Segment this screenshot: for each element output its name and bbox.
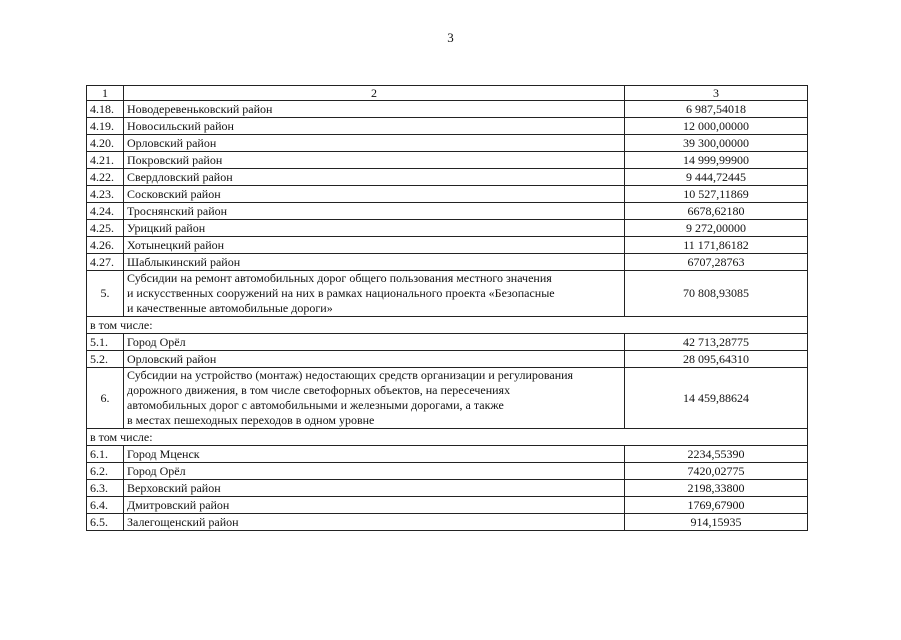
section-6-value: 14 459,88624 [625, 368, 808, 429]
row-value: 14 999,99900 [625, 152, 808, 169]
table-row [87, 237, 808, 254]
table-header-row [87, 86, 808, 101]
row-value: 6678,62180 [625, 203, 808, 220]
row-number: 6.2. [87, 463, 124, 480]
section-5-value: 70 808,93085 [625, 271, 808, 317]
row-name: Дмитровский район [124, 497, 625, 514]
row-number: 4.22. [87, 169, 124, 186]
row-number: 5.2. [87, 351, 124, 368]
table-row [87, 169, 808, 186]
table-row [87, 497, 808, 514]
row-name: Троснянский район [124, 203, 625, 220]
section-6-row [87, 368, 808, 429]
row-name: Хотынецкий район [124, 237, 625, 254]
section-6-subheader-row [87, 429, 808, 446]
row-name: Орловский район [124, 135, 625, 152]
row-number: 6.4. [87, 497, 124, 514]
row-name: Залегощенский район [124, 514, 625, 531]
section-6-number: 6. [87, 368, 124, 429]
table-row [87, 446, 808, 463]
column-header-3: 3 [625, 86, 808, 101]
row-value: 7420,02775 [625, 463, 808, 480]
row-name: Покровский район [124, 152, 625, 169]
row-name: Новосильский район [124, 118, 625, 135]
row-name: Новодеревеньковский район [124, 101, 625, 118]
row-value: 9 272,00000 [625, 220, 808, 237]
row-number: 4.25. [87, 220, 124, 237]
section-6-subheader: в том числе: [87, 429, 808, 446]
row-name: Свердловский район [124, 169, 625, 186]
row-value: 11 171,86182 [625, 237, 808, 254]
column-header-1: 1 [87, 86, 124, 101]
table-row [87, 514, 808, 531]
row-name: Город Орёл [124, 463, 625, 480]
row-value: 28 095,64310 [625, 351, 808, 368]
row-number: 6.3. [87, 480, 124, 497]
row-value: 12 000,00000 [625, 118, 808, 135]
section-5-row [87, 271, 808, 317]
section-6-line: Субсидии на устройство (монтаж) недостающих средств организации и регулирования [127, 368, 574, 382]
section-5-line: и качественные автомобильные дороги» [127, 301, 333, 315]
row-number: 6.5. [87, 514, 124, 531]
section-5-description [124, 271, 625, 317]
table-row [87, 118, 808, 135]
section-6-line: в местах пешеходных переходов в одном уровне [127, 413, 375, 427]
row-number: 4.27. [87, 254, 124, 271]
row-number: 4.21. [87, 152, 124, 169]
row-name: Верховский район [124, 480, 625, 497]
row-number: 4.19. [87, 118, 124, 135]
row-name: Шаблыкинский район [124, 254, 625, 271]
table-row [87, 254, 808, 271]
table-row [87, 186, 808, 203]
page-number: 3 [447, 30, 454, 45]
row-value: 10 527,11869 [625, 186, 808, 203]
table-row [87, 135, 808, 152]
table-row [87, 220, 808, 237]
row-value: 6 987,54018 [625, 101, 808, 118]
table-row [87, 101, 808, 118]
section-5-line: Субсидии на ремонт автомобильных дорог общего пользования местного значения [127, 271, 552, 285]
table-row [87, 203, 808, 220]
row-number: 6.1. [87, 446, 124, 463]
section-5-subheader: в том числе: [87, 317, 808, 334]
row-name: Урицкий район [124, 220, 625, 237]
table-row [87, 463, 808, 480]
row-value: 2234,55390 [625, 446, 808, 463]
row-value: 914,15935 [625, 514, 808, 531]
section-5-number: 5. [87, 271, 124, 317]
section-6-line: автомобильных дорог с автомобильными и железными дорогами, а также [127, 398, 504, 412]
column-header-2: 2 [124, 86, 625, 101]
row-name: Город Мценск [124, 446, 625, 463]
row-value: 6707,28763 [625, 254, 808, 271]
row-number: 4.26. [87, 237, 124, 254]
table-row [87, 480, 808, 497]
row-number: 4.18. [87, 101, 124, 118]
section-5-subheader-row [87, 317, 808, 334]
table-row [87, 334, 808, 351]
row-name: Орловский район [124, 351, 625, 368]
table-row [87, 351, 808, 368]
section-6-description [124, 368, 625, 429]
row-value: 42 713,28775 [625, 334, 808, 351]
section-6-line: дорожного движения, в том числе светофорных объектов, на пересечениях [127, 383, 511, 397]
row-number: 4.23. [87, 186, 124, 203]
row-value: 39 300,00000 [625, 135, 808, 152]
row-name: Сосковский район [124, 186, 625, 203]
row-name: Город Орёл [124, 334, 625, 351]
row-value: 1769,67900 [625, 497, 808, 514]
subsidy-table [86, 85, 808, 531]
row-number: 5.1. [87, 334, 124, 351]
section-5-line: и искусственных сооружений на них в рамках национального проекта «Безопасные [127, 286, 555, 300]
row-value: 9 444,72445 [625, 169, 808, 186]
table-row [87, 152, 808, 169]
row-value: 2198,33800 [625, 480, 808, 497]
row-number: 4.20. [87, 135, 124, 152]
row-number: 4.24. [87, 203, 124, 220]
